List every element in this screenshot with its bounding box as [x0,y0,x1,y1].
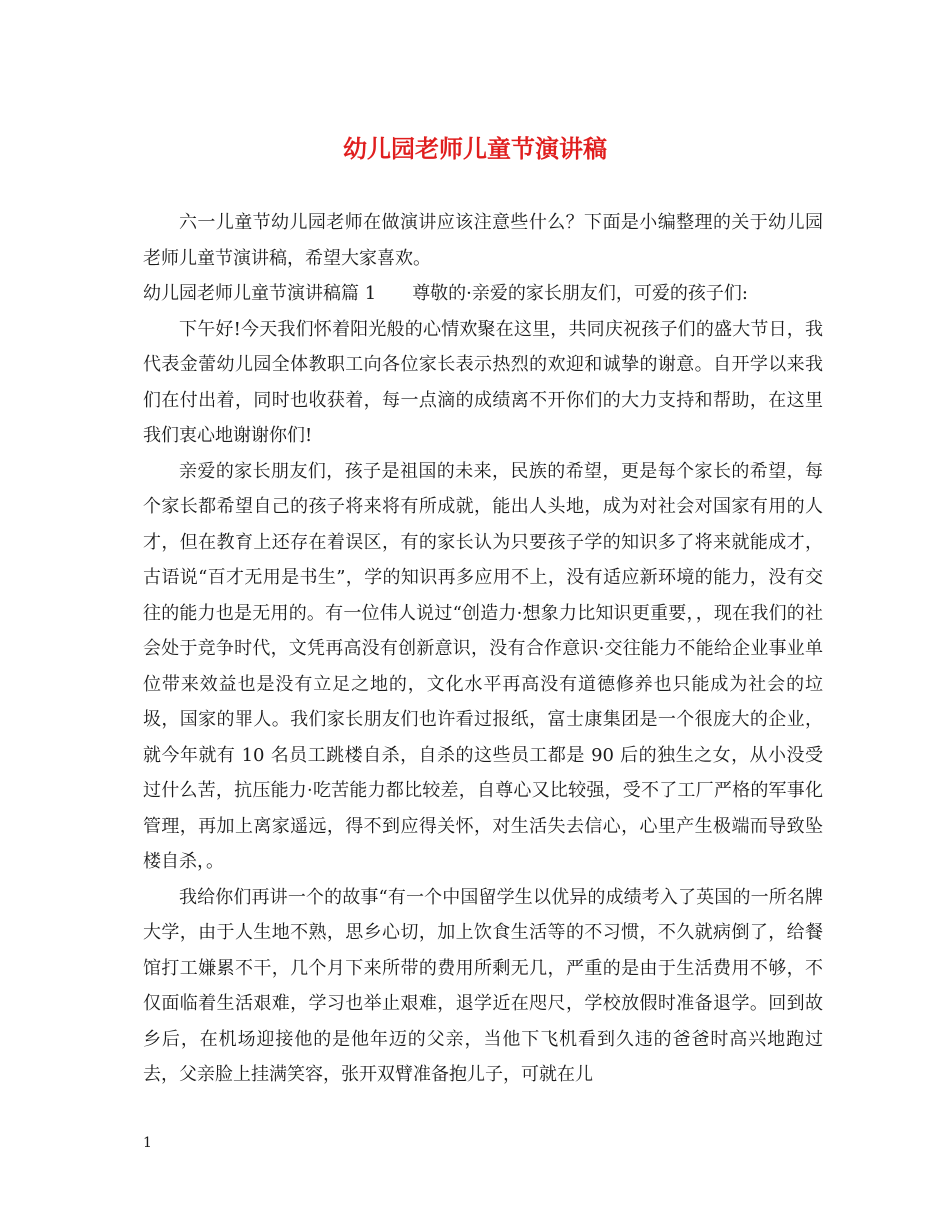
body-paragraph: 下午好!今天我们怀着阳光般的心情欢聚在这里，共同庆祝孩子们的盛大节日，我代表金蕾幼儿园全体教职工向各位家长表示热烈的欢迎和诚挚的谢意。自开学以来我们在付出着，同时也收获着，每一点滴的成绩离不开你们的大力支持和帮助，在这里我们衷心地谢谢你们! [143,318,823,446]
document-body [143,205,823,1093]
speech-heading: 幼儿园老师儿童节演讲稿篇 1 [143,283,377,304]
intro-paragraph: 六一儿童节幼儿园老师在做演讲应该注意些什么？下面是小编整理的关于幼儿园老师儿童节演讲稿，希望大家喜欢。 [143,212,823,269]
salutation: 尊敬的·亲爱的家长朋友们，可爱的孩子们: [412,283,748,304]
body-paragraph: 亲爱的家长朋友们，孩子是祖国的未来，民族的希望，更是每个家长的希望，每个家长都希望自己的孩子将来将有所成就，能出人头地，成为对社会对国家有用的人才，但在教育上还存在着误区，有的家长认为只要孩子学的知识多了将来就能成才，古语说“百才无用是书生”，学的知识再多应用不上，没有适应新环境的能力，没有交往的能力也是无用的。有一位伟人说过“创造力·想象力比知识更重要，，现在我们的社会处于竞争时代，文凭再高没有创新意识，没有合作意识·交往能力不能给企业事业单位带来效益也是没有立足之地的，文化水平再高没有道德修养也只能成为社会的垃圾，国家的罪人。我们家长朋友们也许看过报纸，富士康集团是一个很庞大的企业，就今年就有 10 名员工跳楼自杀，自杀的这些员工都是 90 后的独生之女，从小没受过什么苦，抗压能力·吃苦能力都比较差，自尊心又比较强，受不了工厂严格的军事化管理，再加上离家遥远，得不到应得关怀，对生活失去信心，心里产生极端而导致坠楼自杀，。 [143,460,823,872]
document-title: 幼儿园老师儿童节演讲稿 [343,135,607,163]
speech-heading-row [143,276,823,312]
page-number: 1 [143,1135,152,1151]
body-paragraph: 我给你们再讲一个的故事“有一个中国留学生以优异的成绩考入了英国的一所名牌大学，由于人生地不熟，思乡心切，加上饮食生活等的不习惯，不久就病倒了，给餐馆打工嫌累不干，几个月下来所带的费用所剩无几，严重的是由于生活费用不够，不仅面临着生活艰难，学习也举止艰难，退学近在咫尺，学校放假时准备退学。回到故乡后，在机场迎接他的是他年迈的父亲，当他下飞机看到久违的爸爸时高兴地跑过去，父亲脸上挂满笑容，张开双臂准备抱儿子，可就在儿 [143,886,823,1085]
